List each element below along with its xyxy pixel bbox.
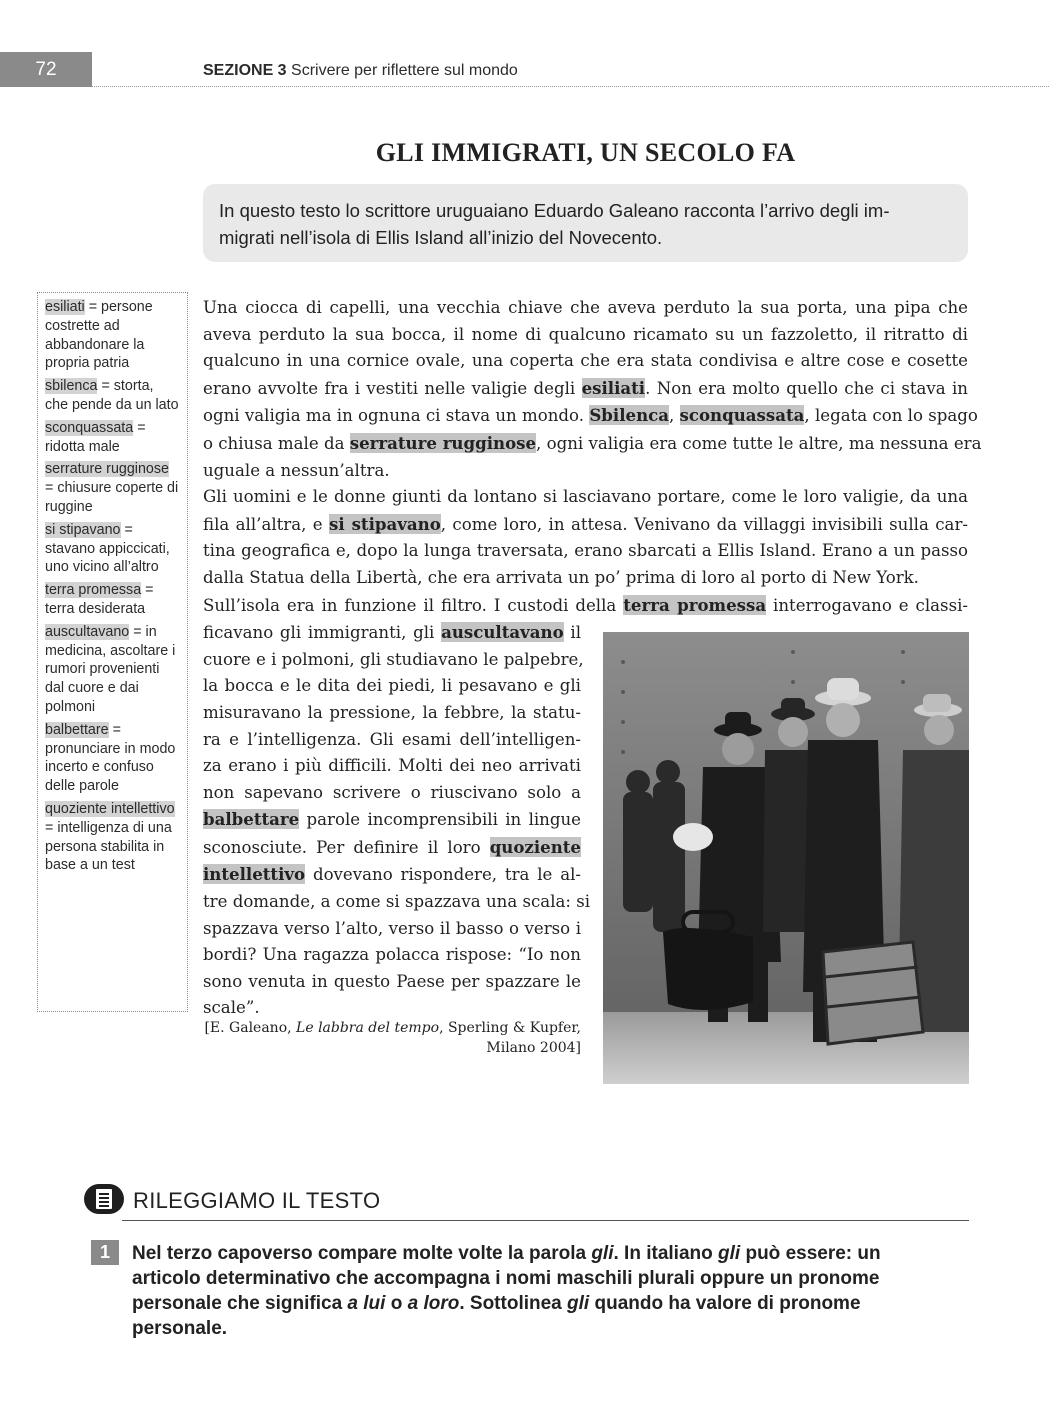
citation-book-title: Le labbra del tempo xyxy=(296,1020,440,1036)
text-span: , ogni valigia era come tutte le altre, ma nessuna era xyxy=(536,433,982,453)
glossary-entry xyxy=(45,800,180,875)
highlighted-word: balbettare xyxy=(203,809,300,830)
glossary-definition: = terra desiderata xyxy=(45,582,154,617)
question-number: 1 xyxy=(91,1240,119,1265)
intro-line: migrati nell’isola di Ellis Island all’inizio del Novecento. xyxy=(219,227,663,248)
glossary-definition: = intelligenza di una persona stabilita in base a un test xyxy=(45,819,172,874)
glossary-definition: = chiusure coperte di ruggine xyxy=(45,480,179,515)
book-list-icon xyxy=(84,1184,124,1214)
glossary-definition: = in medicina, ascoltare i rumori provenienti dal cuore e dai polmoni xyxy=(45,623,176,715)
text-line: bordi? Una ragazza polacca rispose: “Io non xyxy=(203,945,581,965)
text-line xyxy=(203,402,978,430)
text-line xyxy=(203,511,968,539)
text-line xyxy=(203,619,581,647)
text-span: il xyxy=(563,623,582,643)
page-number: 72 xyxy=(35,59,57,80)
glossary-definition: = stavano appiccicati, uno vicino all’altro xyxy=(45,521,170,576)
glossary-definition: = persone costrette ad abbandonare la propria patria xyxy=(45,299,153,372)
text-line: misuravano la pressione, la febbre, la statu- xyxy=(203,702,581,722)
glossary-term: auscultavano xyxy=(45,623,130,640)
heading-rule xyxy=(122,1220,969,1221)
highlighted-word: quoziente xyxy=(489,836,581,857)
text-line: tre domande, a come si spazzava una scala: si xyxy=(203,892,591,912)
highlighted-word: serrature rugginose xyxy=(349,432,537,453)
glossary-term: quoziente intellettivo xyxy=(45,800,175,817)
glossary-term: esiliati xyxy=(45,299,85,315)
text-line: non sapevano scrivere o riuscivano solo a xyxy=(203,782,581,802)
glossary-definition: = ridotta male xyxy=(45,419,146,455)
glossary xyxy=(37,292,188,1012)
text-line: uguale a nessun’altra. xyxy=(203,460,390,480)
section-number: SEZIONE 3 xyxy=(203,62,287,79)
text-span: ogni valigia ma in ognuna ci stava un mondo. xyxy=(203,406,590,426)
highlighted-word: terra promessa xyxy=(623,594,767,615)
text-line: scale”. xyxy=(203,998,260,1018)
citation-publisher: , Sperling & Kupfer, xyxy=(439,1020,581,1036)
text-line: cuore e i polmoni, gli studiavano le palpebre, xyxy=(203,649,584,669)
highlighted-word: esiliati xyxy=(581,377,646,398)
text-span: , xyxy=(668,406,680,426)
glossary-entry xyxy=(45,721,180,796)
text-line: la bocca e le dita dei piedi, li pesavano e gli xyxy=(203,676,581,696)
glossary-term: serrature rugginose xyxy=(45,461,169,478)
text-span: interrogavano e classi- xyxy=(766,595,968,615)
glossary-term: terra promessa xyxy=(45,582,142,599)
glossary-entry xyxy=(45,377,180,415)
icon-line xyxy=(99,1201,109,1203)
question-span: . Sottolinea xyxy=(459,1293,568,1314)
question-emphasis: gli xyxy=(591,1243,614,1264)
text-line: tina geografica e, dopo la lunga traversata, erano sbarcati a Ellis Island. Erano a un passo xyxy=(203,541,968,561)
text-span: . Non era molto quello che ci stava in xyxy=(645,378,968,398)
glossary-entry xyxy=(45,460,180,516)
glossary-definition: = pronunciare in modo incerto e confuso delle parole xyxy=(45,721,176,795)
citation xyxy=(203,1018,581,1058)
glossary-entry xyxy=(45,521,180,577)
text-line xyxy=(203,430,982,458)
text-line: spazzava verso l’alto, verso il basso o verso i xyxy=(203,918,581,938)
glossary-term: balbettare xyxy=(45,721,109,738)
text-span: o chiusa male da xyxy=(203,433,350,453)
text-line: qualcuno in una cornice ovale, una coperta che era stata condivisa e altre cose e cosette xyxy=(203,351,968,371)
text-span: , legata con lo spago xyxy=(804,406,978,426)
glossary-term: sconquassata xyxy=(45,419,134,436)
header-rule xyxy=(92,86,1049,87)
highlighted-word: intellettivo xyxy=(203,864,306,885)
book-list-icon-page xyxy=(96,1189,112,1209)
icon-line xyxy=(99,1197,109,1199)
glossary-entry xyxy=(45,581,180,619)
text-span: parole incomprensibili in lingue xyxy=(299,810,581,830)
text-span: fila all’altra, e xyxy=(203,514,330,534)
question-emphasis: gli xyxy=(567,1293,590,1314)
text-line xyxy=(203,592,968,620)
text-span: erano avvolte fra i vestiti nelle valigie degli xyxy=(203,378,582,398)
text-line: Gli uomini e le donne giunti da lontano si lasciavano portare, come le loro valigie, da una xyxy=(203,487,968,507)
page-title: GLI IMMIGRATI, UN SECOLO FA xyxy=(375,138,796,167)
glossary-definition: = storta, che pende da un lato xyxy=(45,378,179,413)
photo-drawing xyxy=(603,632,969,1084)
question-span: quando ha valore di pronome personale. xyxy=(132,1293,861,1339)
citation-line xyxy=(203,1018,581,1038)
glossary-term: si stipavano xyxy=(45,521,121,538)
section-label xyxy=(203,62,518,80)
section-title: Scrivere per riflettere sul mondo xyxy=(291,62,518,79)
text-line xyxy=(203,375,968,403)
citation-prefix: [E. Galeano, xyxy=(204,1020,297,1036)
text-span: Sull’isola era in funzione il filtro. I custodi della xyxy=(203,595,624,615)
text-line: ra e l’intelligenza. Gli esami dell’intelligen- xyxy=(203,729,581,749)
text-line: Una ciocca di capelli, una vecchia chiave che aveva perduto la sua porta, una pipa che xyxy=(203,298,968,317)
question-span: . In italiano xyxy=(613,1243,719,1264)
text-line xyxy=(203,806,581,834)
question-span: o xyxy=(385,1293,408,1314)
glossary-term: sbilenca xyxy=(45,378,98,395)
question-emphasis: gli xyxy=(718,1243,741,1264)
immigrants-photo xyxy=(603,632,969,1084)
question-text xyxy=(132,1241,932,1341)
icon-line xyxy=(99,1193,109,1195)
highlighted-word: auscultavano xyxy=(441,622,564,643)
text-span: ficavano gli immigranti, gli xyxy=(203,623,442,643)
intro-box xyxy=(203,184,968,262)
exercises-heading: RILEGGIAMO IL TESTO xyxy=(133,1188,381,1213)
question-emphasis: a lui xyxy=(347,1293,386,1314)
text-line xyxy=(203,834,581,862)
question-span: può essere: un articolo determinativo che accompagna i nomi maschili plurali oppure un pronome personale che significa xyxy=(132,1243,881,1314)
text-span: , come loro, in attesa. Venivano da villaggi invisibili sulla car- xyxy=(440,514,968,534)
glossary-entry xyxy=(45,298,180,373)
text-line: dalla Statua della Libertà, che era arrivata un po’ prima di loro al porto di New York. xyxy=(203,567,919,587)
icon-line xyxy=(99,1205,109,1207)
glossary-entry xyxy=(45,419,180,457)
text-span: dovevano rispondere, tra le al- xyxy=(305,865,581,885)
glossary-entry xyxy=(45,623,180,717)
question-emphasis: a loro xyxy=(407,1293,460,1314)
citation-line: Milano 2004] xyxy=(486,1040,581,1056)
highlighted-word: si stipavano xyxy=(329,513,441,534)
highlighted-word: sconquassata xyxy=(679,405,805,426)
highlighted-word: Sbilenca xyxy=(589,405,669,426)
text-line: aveva perduto la sua bocca, il nome di qualcuno ricamato su un fazzoletto, il ritratto di xyxy=(203,324,968,344)
intro-line: In questo testo lo scrittore uruguaiano Eduardo Galeano racconta l’arrivo degli im- xyxy=(219,200,890,221)
text-line xyxy=(203,861,581,889)
text-span: sconosciute. Per definire il loro xyxy=(203,837,490,857)
text-line: za erano i più difficili. Molti dei neo arrivati xyxy=(203,756,581,776)
text-line: sono venuta in questo Paese per spazzare le xyxy=(203,971,581,991)
question-span: Nel terzo capoverso compare molte volte la parola xyxy=(132,1243,592,1264)
